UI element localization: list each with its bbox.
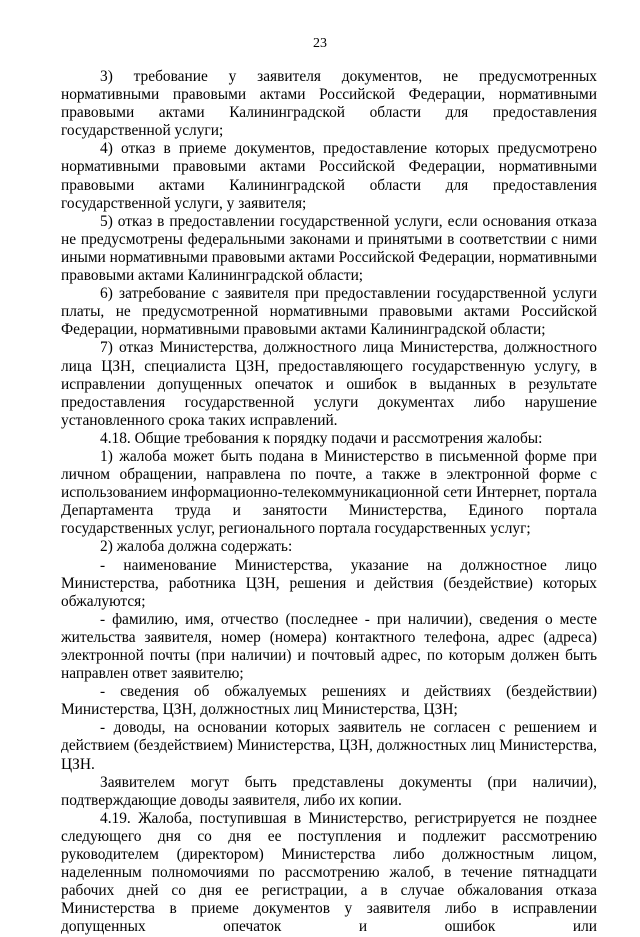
paragraph-item-7: 7) отказ Министерства, должностного лица Министерства, должностного лица ЦЗН, специалиста ЦЗН, предоставляющего государственную услугу, в исправлении допущенных опечаток и ошибок в выданных в результате предоставления государственной услуги документах либо нарушение установленного срока таких исправлений. (61, 339, 597, 429)
paragraph-supporting-documents: Заявителем могут быть представлены документы (при наличии), подтверждающие доводы заявителя, либо их копии. (61, 773, 597, 809)
page-number: 23 (313, 36, 327, 51)
document-body (61, 68, 597, 937)
paragraph-item-3: 3) требование у заявителя документов, не предусмотренных нормативными правовыми актами Российской Федерации, нормативными правовыми актами Калининградской области для предоставления государственной услуги; (61, 68, 597, 140)
section-heading-4-18: 4.18. Общие требования к порядку подачи и рассмотрения жалобы: (100, 429, 543, 447)
list-item-ministry-name: - наименование Министерства, указание на должностное лицо Министерства, работника ЦЗН, решения и действия (бездействие) которых обжалуются; (61, 556, 597, 610)
paragraph-item-4: 4) отказ в приеме документов, предоставление которых предусмотрено нормативными правовыми актами Российской Федерации, нормативными правовыми актами Калининградской области для предоставления государственной услуги, у заявителя; (61, 140, 597, 212)
list-item-appealed-decisions: - сведения об обжалуемых решениях и действиях (бездействии) Министерства, ЦЗН, должностных лиц Министерства, ЦЗН; (61, 683, 597, 719)
list-item-arguments: - доводы, на основании которых заявитель не согласен с решением и действием (бездействием) Министерства, ЦЗН, должностных лиц Министерства, ЦЗН. (61, 719, 597, 773)
list-item-applicant-details: - фамилию, имя, отчество (последнее - при наличии), сведения о месте жительства заявителя, номер (номера) контактного телефона, адрес (адреса) электронной почты (при наличии) и почтовый адрес, по которым должен быть направлен ответ заявителю; (61, 610, 597, 683)
paragraph-item-5: 5) отказ в предоставлении государственной услуги, если основания отказа не предусмотрены федеральными законами и принятыми в соответствии с ними иными нормативными правовыми актами Российской Федерации, нормативными правовыми актами Калининградской области; (61, 212, 597, 285)
paragraph-item-6: 6) затребование с заявителя при предоставлении государственной услуги платы, не предусмотренной нормативными правовыми актами Российской Федерации, нормативными правовыми актами Калининградской области; (61, 285, 597, 339)
section-paragraph-4-19: 4.19. Жалоба, поступившая в Министерство, регистрируется не позднее следующего дня со дня ее поступления и подлежит рассмотрению руководителем (директором) Министерства либо должностным лицом, наделенным полномочиями по рассмотрению жалоб, в течение пятнадцати рабочих дней со дня ее регистрации, а в случае обжалования отказа Министерства в приеме документов у заявителя либо в исправлении допущенных опечаток и ошибок или (61, 809, 597, 936)
paragraph-complaint-submission: 1) жалоба может быть подана в Министерство в письменной форме при личном обращении, направлена по почте, а также в электронной форме с использованием информационно-телекоммуникационной сети Интернет, портала Департамента труда и занятости Министерства, Единого портала государственных услуг, регионального портала государственных услуг; (61, 447, 597, 538)
paragraph-complaint-content: 2) жалоба должна содержать: (100, 538, 293, 556)
